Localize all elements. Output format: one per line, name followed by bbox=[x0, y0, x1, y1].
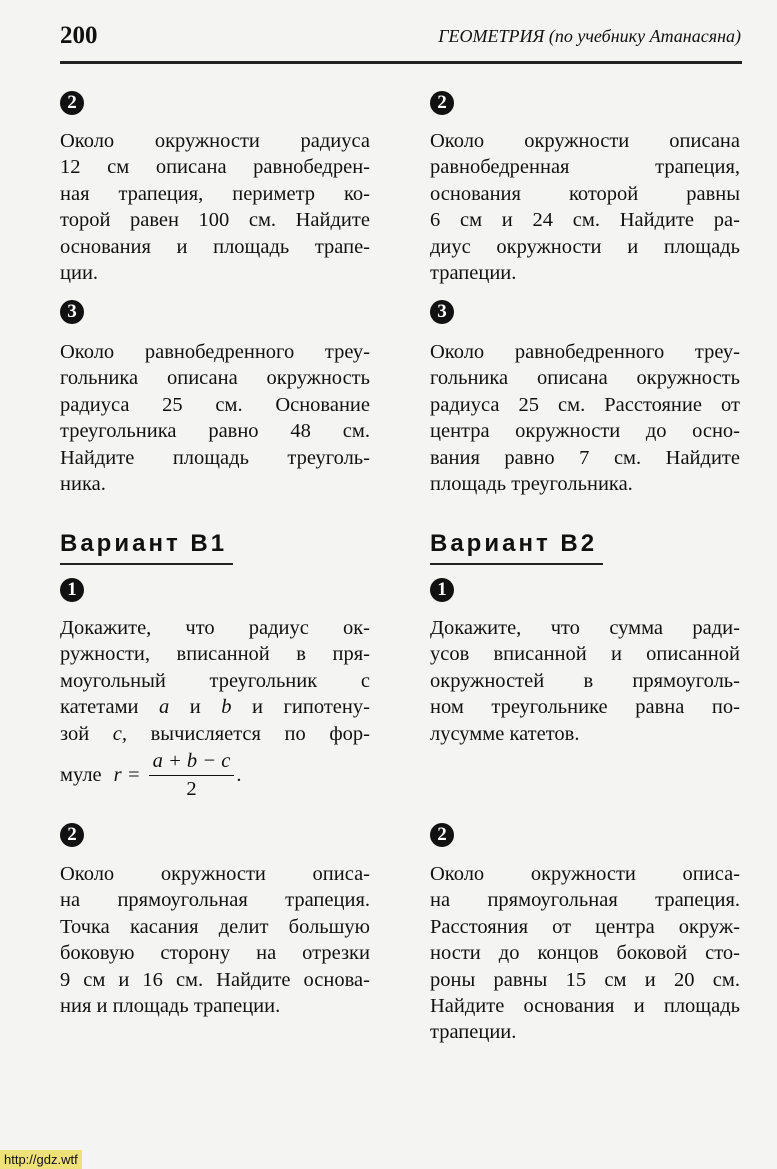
word: фор- bbox=[329, 722, 370, 745]
task-number-3-icon: 3 bbox=[60, 300, 84, 324]
word: см bbox=[459, 209, 483, 232]
word: 12 bbox=[60, 156, 81, 179]
word: на bbox=[256, 942, 277, 965]
word: описана bbox=[155, 156, 227, 179]
word: описанной bbox=[646, 643, 740, 666]
word: Докажите, bbox=[60, 617, 152, 639]
word: периметр bbox=[232, 182, 316, 205]
word: ная bbox=[60, 182, 90, 205]
task-text bbox=[430, 861, 740, 1046]
text-line: ника. bbox=[60, 472, 106, 495]
word: гольника bbox=[430, 367, 509, 390]
word: в bbox=[583, 669, 594, 692]
task-number-2-icon: 2 bbox=[430, 823, 454, 847]
task-text bbox=[60, 861, 370, 1019]
text-line bbox=[430, 641, 740, 667]
word: по- bbox=[711, 696, 740, 719]
word: см. bbox=[572, 209, 600, 232]
task-number-1-icon: 1 bbox=[60, 578, 84, 602]
word: окружностей bbox=[430, 669, 545, 692]
word: см. bbox=[712, 968, 740, 991]
text-line bbox=[430, 234, 740, 260]
text-line bbox=[430, 128, 740, 154]
word: см. bbox=[248, 209, 277, 232]
task-text bbox=[430, 339, 740, 497]
variant-b2-heading: Вариант В2 bbox=[430, 530, 598, 557]
word: равна bbox=[635, 696, 685, 719]
word: делит bbox=[218, 915, 269, 938]
word: отрезки bbox=[302, 942, 370, 965]
watermark-link[interactable]: http://gdz.wtf bbox=[0, 1150, 82, 1169]
word: и bbox=[501, 209, 513, 232]
word: концов bbox=[537, 942, 599, 965]
word: c, bbox=[112, 722, 128, 745]
word: усов bbox=[430, 643, 470, 666]
word: трапеция, bbox=[655, 156, 740, 179]
word: треугольника bbox=[60, 420, 177, 443]
word: и bbox=[633, 994, 645, 1017]
word: осно- bbox=[692, 420, 740, 443]
formula-prefix: муле bbox=[60, 764, 102, 786]
word: равно bbox=[504, 446, 555, 469]
text-line bbox=[430, 967, 740, 993]
text-line bbox=[430, 914, 740, 940]
word: катетами bbox=[60, 696, 139, 719]
word: Найдите bbox=[295, 209, 370, 232]
word: равнобедрен- bbox=[253, 156, 370, 179]
word: прямоугольная bbox=[117, 889, 248, 912]
task-number-3-icon: 3 bbox=[430, 300, 454, 324]
word: Найдите bbox=[430, 994, 505, 1017]
text-line bbox=[60, 207, 370, 233]
text-line bbox=[430, 694, 740, 720]
word: 25 bbox=[518, 393, 539, 416]
text-line bbox=[60, 339, 370, 365]
word: трапеция. bbox=[655, 889, 740, 912]
text-line bbox=[60, 154, 370, 180]
text-line bbox=[60, 887, 370, 913]
word: моугольный bbox=[60, 669, 166, 692]
word: см bbox=[83, 968, 106, 991]
word: и bbox=[610, 643, 622, 666]
word: см bbox=[604, 968, 627, 991]
word: см. bbox=[215, 393, 243, 416]
word: сторону bbox=[160, 942, 231, 965]
word: на bbox=[430, 889, 451, 912]
word: треугольник bbox=[209, 669, 318, 692]
word: и bbox=[252, 696, 263, 719]
word: Около bbox=[430, 341, 485, 363]
word: равнобедренного bbox=[514, 341, 665, 363]
word: площадь bbox=[663, 235, 740, 258]
word: 20 bbox=[674, 968, 695, 991]
word: треуголь- bbox=[287, 446, 370, 469]
word: сто- bbox=[705, 942, 740, 965]
word: 7 bbox=[579, 446, 590, 469]
text-line bbox=[60, 615, 370, 641]
word: основания bbox=[430, 182, 521, 205]
word: и bbox=[176, 235, 188, 258]
word: радиуса bbox=[300, 130, 370, 152]
word: до bbox=[498, 942, 520, 965]
word: окружность bbox=[636, 367, 740, 390]
word: трапеция, bbox=[118, 182, 204, 205]
text-line: трапеции. bbox=[430, 261, 517, 284]
text-line bbox=[60, 721, 370, 747]
header-rule bbox=[60, 61, 742, 64]
word: треугольнике bbox=[491, 696, 608, 719]
text-line bbox=[430, 668, 740, 694]
word: окружность bbox=[266, 367, 370, 390]
text-line bbox=[60, 445, 370, 471]
word: с bbox=[360, 669, 370, 692]
formula-numerator: a + b − c bbox=[149, 750, 235, 776]
text-line bbox=[430, 365, 740, 391]
formula-fraction bbox=[149, 750, 235, 801]
word: ном bbox=[430, 696, 464, 719]
word: центра bbox=[595, 915, 655, 938]
word: 9 bbox=[60, 968, 71, 991]
text-line bbox=[60, 641, 370, 667]
word: Около bbox=[430, 863, 485, 885]
word: вписанной bbox=[176, 643, 270, 666]
word: Около bbox=[430, 130, 485, 152]
word: и bbox=[644, 968, 656, 991]
text-line bbox=[60, 967, 370, 993]
word: см. bbox=[175, 968, 204, 991]
running-title: ГЕОМЕТРИЯ (по учебнику Атанасяна) bbox=[438, 26, 741, 46]
word: описана bbox=[166, 367, 238, 390]
page-number: 200 bbox=[60, 22, 98, 49]
word: треу- bbox=[694, 341, 740, 363]
word: в bbox=[296, 643, 306, 666]
word: b bbox=[221, 696, 232, 719]
word: Расстояние bbox=[604, 393, 702, 416]
word: центра bbox=[430, 420, 490, 443]
word: основа- bbox=[303, 968, 370, 991]
task-number-2-icon: 2 bbox=[60, 823, 84, 847]
word: площадь bbox=[172, 446, 249, 469]
text-line: лусумме катетов. bbox=[430, 722, 580, 745]
word: окружности bbox=[530, 863, 636, 885]
word: ности bbox=[430, 942, 481, 965]
word: пря- bbox=[332, 643, 370, 666]
task-number-2-icon: 2 bbox=[430, 91, 454, 115]
text-line bbox=[60, 694, 370, 720]
word: равнобедренного bbox=[144, 341, 295, 363]
word: 16 bbox=[142, 968, 163, 991]
text-line: ции. bbox=[60, 261, 99, 284]
word: равнобедренная bbox=[430, 156, 570, 179]
text-line bbox=[430, 392, 740, 418]
task-text bbox=[60, 128, 370, 286]
task-number-1-icon: 1 bbox=[430, 578, 454, 602]
word: основания bbox=[60, 235, 151, 258]
word: описана bbox=[669, 130, 740, 152]
text-line bbox=[60, 365, 370, 391]
word: Основание bbox=[275, 393, 370, 416]
word: описа- bbox=[312, 863, 370, 885]
word: радиуса bbox=[60, 393, 130, 416]
word: ради- bbox=[692, 617, 740, 639]
word: которой bbox=[568, 182, 639, 205]
word: площадь bbox=[213, 235, 290, 258]
text-line bbox=[430, 154, 740, 180]
word: по bbox=[284, 722, 306, 745]
word: ко- bbox=[344, 182, 370, 205]
word: что bbox=[550, 617, 580, 639]
word: см bbox=[107, 156, 130, 179]
word: прямоугольная bbox=[487, 889, 618, 912]
word: 48 bbox=[290, 420, 311, 443]
word: Точка bbox=[60, 915, 110, 938]
word: Найдите bbox=[216, 968, 291, 991]
text-line: ния и площадь трапеции. bbox=[60, 994, 281, 1017]
variant-b1-heading: Вариант В1 bbox=[60, 530, 228, 557]
word: от bbox=[721, 393, 740, 416]
word: Найдите bbox=[619, 209, 695, 232]
word: диус bbox=[430, 235, 471, 258]
word: вписанной bbox=[493, 643, 587, 666]
word: площадь bbox=[663, 994, 740, 1017]
word: равно bbox=[208, 420, 259, 443]
word: окружности bbox=[515, 420, 621, 443]
word: радиус bbox=[248, 617, 309, 639]
word: Докажите, bbox=[430, 617, 522, 639]
word: 6 bbox=[430, 209, 441, 232]
word: Найдите bbox=[665, 446, 740, 469]
formula-denominator: 2 bbox=[186, 778, 197, 800]
word: см. bbox=[342, 420, 370, 443]
word: описа- bbox=[682, 863, 740, 885]
word: Около bbox=[60, 341, 115, 363]
word: треу- bbox=[324, 341, 370, 363]
formula-line bbox=[60, 750, 242, 801]
word: равны bbox=[493, 968, 548, 991]
word: гипотену- bbox=[283, 696, 370, 719]
text-line: площадь треугольника. bbox=[430, 472, 633, 495]
word: ок- bbox=[342, 617, 370, 639]
text-line bbox=[60, 392, 370, 418]
word: трапе- bbox=[314, 235, 370, 258]
word: сумма bbox=[609, 617, 664, 639]
word: и bbox=[189, 696, 201, 719]
word: торой bbox=[60, 209, 111, 232]
text-line bbox=[430, 615, 740, 641]
word: большую bbox=[288, 915, 370, 938]
text-line bbox=[430, 207, 740, 233]
word: 24 bbox=[532, 209, 554, 232]
word: окружности bbox=[496, 235, 602, 258]
word: окружности bbox=[160, 863, 266, 885]
formula-lhs: r = bbox=[113, 764, 141, 786]
task-text bbox=[60, 615, 370, 747]
word: от bbox=[552, 915, 572, 938]
text-line bbox=[430, 887, 740, 913]
word: Около bbox=[60, 863, 115, 885]
word: 15 bbox=[565, 968, 587, 991]
text-line bbox=[60, 940, 370, 966]
word: окружности bbox=[154, 130, 260, 152]
text-line bbox=[430, 861, 740, 887]
word: на bbox=[60, 889, 81, 912]
word: Около bbox=[60, 130, 115, 152]
word: и bbox=[118, 968, 130, 991]
text-line bbox=[60, 418, 370, 444]
word: что bbox=[185, 617, 215, 639]
text-line bbox=[60, 668, 370, 694]
word: боковой bbox=[616, 942, 688, 965]
word: роны bbox=[430, 968, 476, 991]
word: вания bbox=[430, 446, 480, 469]
word: основания bbox=[523, 994, 615, 1017]
formula-suffix: . bbox=[236, 764, 242, 786]
word: Найдите bbox=[60, 446, 135, 469]
word: зой bbox=[60, 722, 90, 745]
word: 25 bbox=[162, 393, 183, 416]
word: a bbox=[159, 696, 170, 719]
word: прямоуголь- bbox=[632, 669, 740, 692]
word: описана bbox=[536, 367, 608, 390]
word: боковую bbox=[60, 942, 135, 965]
word: гольника bbox=[60, 367, 139, 390]
text-line bbox=[430, 993, 740, 1019]
text-line bbox=[60, 234, 370, 260]
text-line bbox=[60, 181, 370, 207]
word: равны bbox=[686, 182, 740, 205]
word: 100 bbox=[198, 209, 230, 232]
word: Расстояния bbox=[430, 915, 529, 938]
word: равен bbox=[129, 209, 179, 232]
task-text bbox=[430, 128, 740, 286]
word: касания bbox=[129, 915, 199, 938]
task-number-2-icon: 2 bbox=[60, 91, 84, 115]
word: и bbox=[627, 235, 639, 258]
text-line bbox=[430, 339, 740, 365]
text-line bbox=[60, 861, 370, 887]
word: окруж- bbox=[678, 915, 740, 938]
text-line bbox=[430, 181, 740, 207]
task-text bbox=[430, 615, 740, 747]
word: радиуса bbox=[430, 393, 500, 416]
word: до bbox=[645, 420, 667, 443]
word: см. bbox=[558, 393, 586, 416]
text-line bbox=[60, 128, 370, 154]
word: ра- bbox=[713, 209, 740, 232]
word: окружности bbox=[524, 130, 630, 152]
word: трапеция. bbox=[285, 889, 370, 912]
text-line bbox=[430, 445, 740, 471]
task-text bbox=[60, 339, 370, 497]
word: см. bbox=[613, 446, 642, 469]
text-line bbox=[430, 418, 740, 444]
word: ружности, bbox=[60, 643, 151, 666]
text-line: трапеции. bbox=[430, 1021, 517, 1044]
word: вычисляется bbox=[150, 722, 261, 745]
text-line bbox=[430, 940, 740, 966]
text-line bbox=[60, 914, 370, 940]
